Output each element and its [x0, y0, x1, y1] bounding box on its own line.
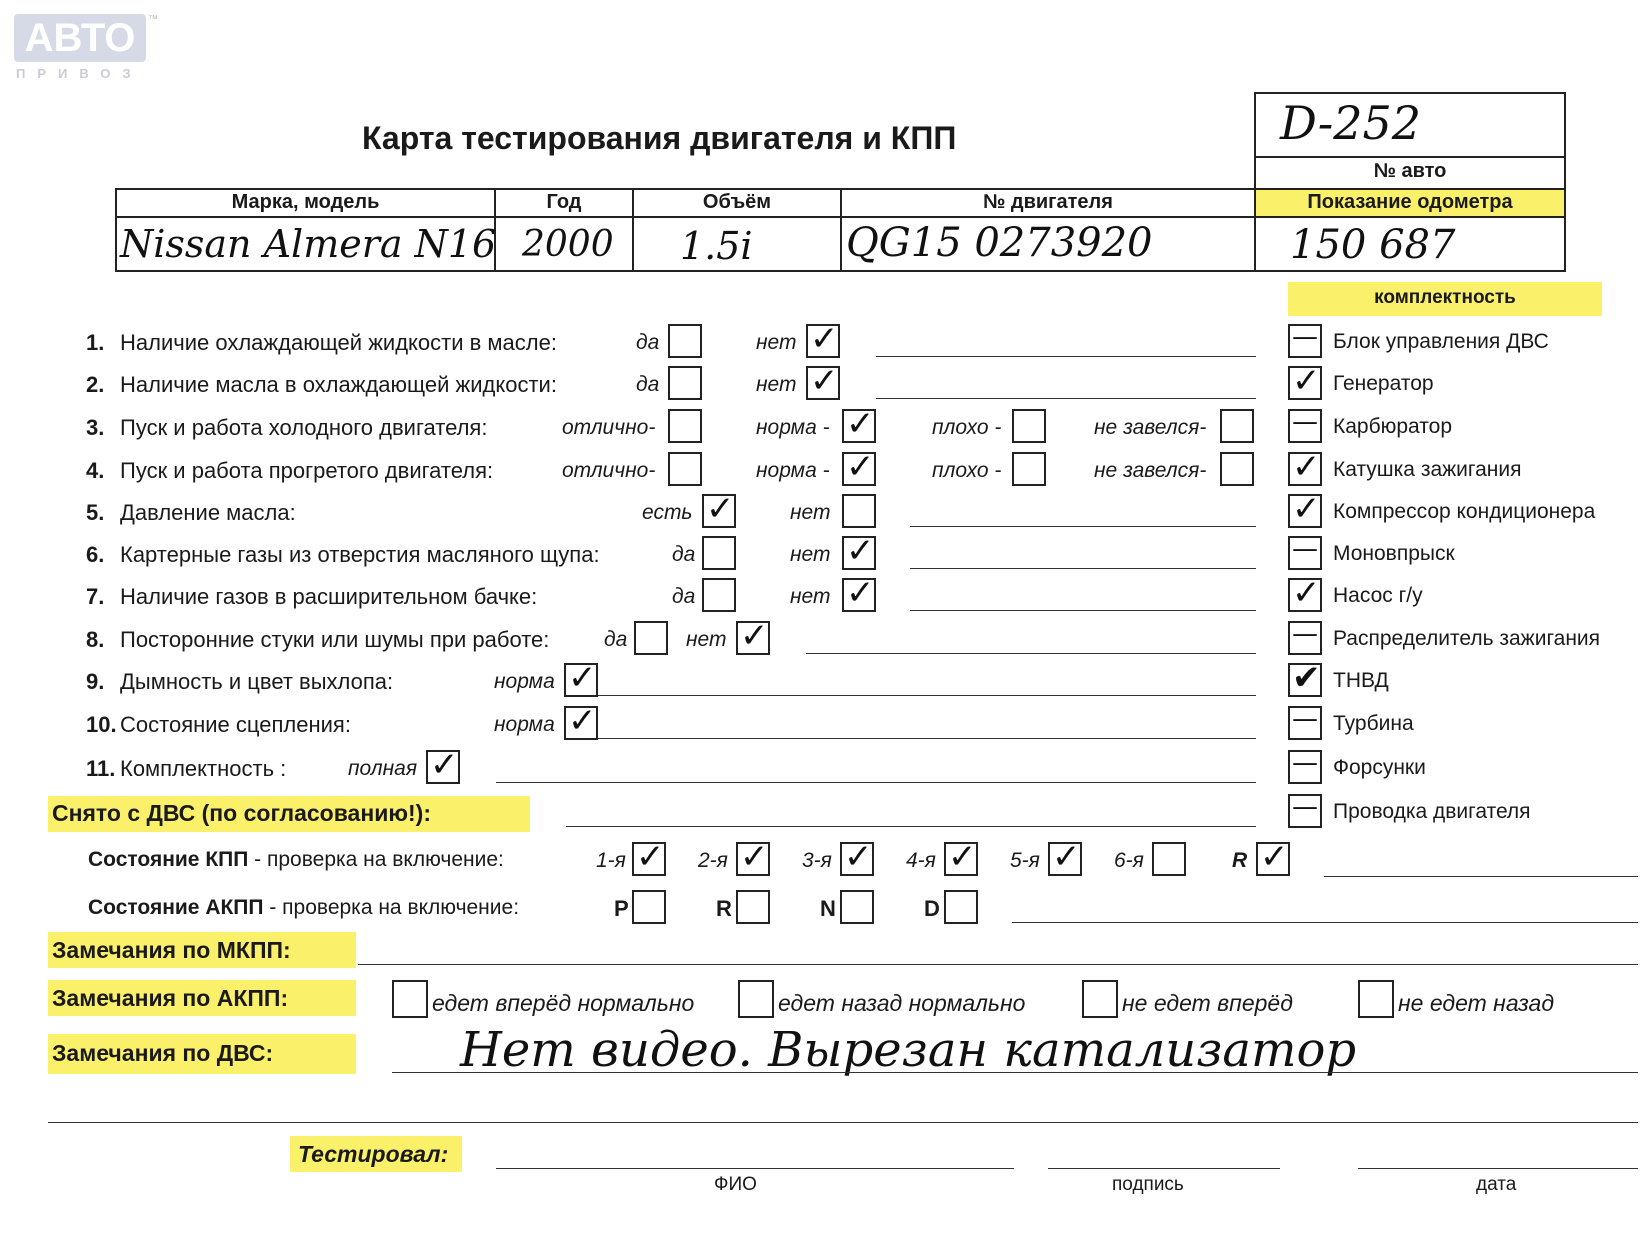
- completeness-label: Блок управления ДВС: [1333, 330, 1549, 353]
- option-label: не завелся-: [1094, 459, 1207, 482]
- checkbox-nostart[interactable]: [1220, 409, 1254, 443]
- checkbox-nostart[interactable]: [1220, 452, 1254, 486]
- item-number: 3.: [86, 415, 105, 440]
- check-mark: ✓: [430, 745, 459, 785]
- gear-checkbox[interactable]: [944, 890, 978, 924]
- completeness-label: Распределитель зажигания: [1333, 627, 1601, 650]
- col-odometer: Показание одометра: [1307, 191, 1513, 213]
- make-model-value: Nissan Almera N16: [120, 222, 497, 266]
- option-label: да: [604, 628, 628, 651]
- akpp-option-label: едет назад нормально: [778, 990, 1026, 1016]
- checkbox-no[interactable]: [842, 494, 876, 528]
- akpp-remarks-label: Замечания по АКПП:: [52, 985, 289, 1011]
- item-number: 5.: [86, 500, 105, 525]
- completeness-label: Насос г/у: [1333, 584, 1423, 607]
- item-number: 10.: [86, 712, 117, 737]
- item-number: 9.: [86, 669, 105, 694]
- gear-checkbox[interactable]: [840, 890, 874, 924]
- gear-label: P: [614, 896, 629, 921]
- dash-mark: —: [1292, 792, 1318, 822]
- option-label: нет: [790, 501, 831, 524]
- completeness-label: Проводка двигателя: [1333, 800, 1531, 823]
- completeness-label: Моновпрыск: [1333, 542, 1455, 565]
- checkbox-excellent[interactable]: [668, 409, 702, 443]
- dash-mark: —: [1292, 322, 1318, 352]
- akpp-option-label: не едет назад: [1398, 990, 1555, 1016]
- item-number: 2.: [86, 372, 105, 397]
- notes-line: [598, 695, 1256, 696]
- option-label: плохо -: [932, 416, 1002, 439]
- option-label: норма -: [756, 416, 830, 439]
- checkbox-normal[interactable]: [842, 404, 876, 444]
- dvs-notes-line: [392, 1072, 1638, 1073]
- auto-number-label: № авто: [1373, 160, 1447, 182]
- notes-line: [876, 356, 1256, 357]
- completeness-checkbox[interactable]: [1288, 621, 1322, 655]
- dvs-notes-line-2: [48, 1122, 1638, 1123]
- engine-no-value: QG15 0273920: [846, 220, 1153, 266]
- checkbox-yes[interactable]: [702, 578, 736, 612]
- item-label: Состояние сцепления:: [120, 712, 351, 737]
- notes-line: [910, 610, 1256, 611]
- check-mark: ✓: [1292, 573, 1321, 613]
- checkbox-full[interactable]: [426, 745, 460, 785]
- check-mark: ✓: [740, 616, 769, 656]
- item-label: Дымность и цвет выхлопа:: [120, 669, 394, 694]
- item-number: 8.: [86, 627, 105, 652]
- year-value: 2000: [522, 224, 614, 265]
- check-mark: ✔: [1292, 658, 1321, 698]
- gear-label: 4-я: [906, 849, 936, 872]
- option-label: норма: [494, 670, 555, 693]
- checkbox-no[interactable]: [736, 616, 770, 656]
- checkbox-normal[interactable]: [842, 447, 876, 487]
- check-mark: ✓: [568, 658, 597, 698]
- odometer-value: 150 687: [1290, 222, 1456, 268]
- check-mark: ✓: [810, 319, 839, 359]
- completeness-checkbox[interactable]: [1288, 794, 1322, 828]
- item-label: Посторонние стуки или шумы при работе:: [120, 627, 550, 652]
- dash-mark: —: [1292, 619, 1318, 649]
- gear-label: R: [1232, 849, 1248, 872]
- notes-line: [910, 568, 1256, 569]
- sign-line: [1048, 1168, 1280, 1169]
- checkbox-norm[interactable]: [564, 658, 598, 698]
- check-mark: ✓: [1292, 489, 1321, 529]
- option-label: да: [672, 585, 696, 608]
- check-mark: ✓: [810, 361, 839, 401]
- gear-checkbox[interactable]: [736, 890, 770, 924]
- completeness-checkbox[interactable]: [1288, 489, 1322, 529]
- gear-label: 5-я: [1010, 849, 1040, 872]
- option-label: норма: [494, 713, 555, 736]
- gear-label: N: [820, 896, 836, 921]
- completeness-label: ТНВД: [1333, 669, 1389, 692]
- check-mark: ✓: [846, 573, 875, 613]
- auto-number-value: D-252: [1280, 96, 1422, 150]
- completeness-checkbox[interactable]: [1288, 409, 1322, 443]
- gear-checkbox[interactable]: [1048, 837, 1082, 877]
- item-label: Картерные газы из отверстия масляного щупа:: [120, 542, 600, 567]
- akpp-option-checkbox[interactable]: [392, 980, 428, 1018]
- completeness-label: Турбина: [1333, 712, 1414, 735]
- checkbox-norm[interactable]: [564, 701, 598, 741]
- item-label: Наличие газов в расширительном бачке:: [120, 584, 538, 609]
- check-mark: ✓: [1260, 837, 1289, 877]
- check-mark: ✓: [948, 837, 977, 877]
- completeness-label: Генератор: [1333, 372, 1434, 395]
- check-mark: ✓: [636, 837, 665, 877]
- gear-checkbox[interactable]: [1256, 837, 1290, 877]
- item-label: Пуск и работа холодного двигателя:: [120, 415, 488, 440]
- check-mark: ✓: [1052, 837, 1081, 877]
- gear-label: D: [924, 896, 940, 921]
- check-mark: ✓: [1292, 447, 1321, 487]
- logo-sub: ПРИВОЗ: [16, 66, 143, 81]
- item-number: 1.: [86, 330, 105, 355]
- kpp-subtitle: - проверка на включение:: [248, 848, 504, 871]
- gear-label: 6-я: [1114, 849, 1144, 872]
- completeness-checkbox[interactable]: [1288, 573, 1322, 613]
- dash-mark: —: [1292, 704, 1318, 734]
- completeness-label: Компрессор кондиционера: [1333, 500, 1596, 523]
- item-label: Пуск и работа прогретого двигателя:: [120, 458, 494, 483]
- completeness-label: Катушка зажигания: [1333, 458, 1522, 481]
- checkbox-bad[interactable]: [1012, 409, 1046, 443]
- item-label: Наличие масла в охлаждающей жидкости:: [120, 372, 557, 397]
- checkbox-present[interactable]: [702, 489, 736, 529]
- mkpp-notes-line: [358, 964, 1638, 965]
- check-mark: ✓: [1292, 361, 1321, 401]
- option-label: отлично-: [562, 459, 656, 482]
- check-mark: ✓: [740, 837, 769, 877]
- dash-mark: —: [1292, 534, 1318, 564]
- option-label: нет: [686, 628, 727, 651]
- option-label: да: [636, 373, 660, 396]
- completeness-title: комплектность: [1374, 287, 1516, 308]
- gear-label: 2-я: [698, 849, 728, 872]
- checkbox-no[interactable]: [806, 319, 840, 359]
- dash-mark: —: [1292, 748, 1318, 778]
- removed-line: [566, 826, 1256, 827]
- option-label: норма -: [756, 459, 830, 482]
- dash-mark: —: [1292, 407, 1318, 437]
- date-caption: дата: [1476, 1174, 1517, 1195]
- volume-value: 1.5i: [680, 224, 753, 268]
- logo-brand: АВТО: [14, 14, 146, 62]
- item-label: Давление масла:: [120, 500, 296, 525]
- notes-line: [910, 526, 1256, 527]
- gear-label: 1-я: [596, 849, 626, 872]
- checkbox-no[interactable]: [842, 573, 876, 613]
- checkbox-bad[interactable]: [1012, 452, 1046, 486]
- page-title: Карта тестирования двигателя и КПП: [362, 120, 957, 156]
- gear-checkbox[interactable]: [1152, 842, 1186, 876]
- checkbox-yes[interactable]: [634, 621, 668, 655]
- check-mark: ✓: [846, 447, 875, 487]
- fio-caption: ФИО: [714, 1174, 757, 1195]
- option-label: да: [636, 331, 660, 354]
- option-label: нет: [756, 331, 797, 354]
- gear-label: R: [716, 896, 732, 921]
- checkbox-yes[interactable]: [668, 366, 702, 400]
- gear-checkbox[interactable]: [944, 837, 978, 877]
- akpp-option-checkbox[interactable]: [1082, 980, 1118, 1018]
- completeness-checkbox[interactable]: [1288, 361, 1322, 401]
- notes-line: [598, 738, 1256, 739]
- notes-line: [806, 653, 1256, 654]
- checkbox-no[interactable]: [842, 531, 876, 571]
- completeness-checkbox[interactable]: [1288, 706, 1322, 740]
- removed-label: Снято с ДВС (по согласованию!):: [52, 800, 431, 826]
- akpp-notes-line: [1012, 922, 1638, 923]
- option-label: полная: [348, 757, 418, 780]
- gear-checkbox[interactable]: [840, 837, 874, 877]
- col-engine-no: № двигателя: [983, 191, 1113, 213]
- option-label: да: [672, 543, 696, 566]
- akpp-option-label: едет вперёд нормально: [432, 990, 695, 1016]
- gear-checkbox[interactable]: [736, 837, 770, 877]
- sign-caption: подпись: [1112, 1174, 1184, 1195]
- completeness-label: Карбюратор: [1333, 415, 1453, 438]
- completeness-checkbox[interactable]: [1288, 536, 1322, 570]
- akpp-row: [88, 896, 519, 920]
- kpp-title: Состояние КПП: [88, 848, 249, 871]
- checkbox-yes[interactable]: [702, 536, 736, 570]
- notes-line: [496, 782, 1256, 783]
- item-label: Комплектность :: [120, 756, 287, 781]
- completeness-checkbox[interactable]: [1288, 750, 1322, 784]
- akpp-subtitle: - проверка на включение:: [263, 896, 520, 919]
- item-number: 4.: [86, 458, 105, 483]
- completeness-checkbox[interactable]: [1288, 447, 1322, 487]
- option-label: нет: [790, 543, 831, 566]
- mkpp-remarks-label: Замечания по МКПП:: [52, 937, 291, 963]
- item-number: 6.: [86, 542, 105, 567]
- item-number: 7.: [86, 584, 105, 609]
- item-number: 11.: [86, 756, 116, 781]
- logo-tm: ™: [148, 14, 158, 25]
- completeness-checkbox[interactable]: [1288, 658, 1322, 698]
- completeness-label: Форсунки: [1333, 756, 1426, 779]
- gear-checkbox[interactable]: [632, 890, 666, 924]
- tested-label: Тестировал:: [298, 1141, 449, 1167]
- col-volume: Объём: [702, 191, 772, 213]
- checkbox-no[interactable]: [806, 361, 840, 401]
- check-mark: ✓: [844, 837, 873, 877]
- option-label: отлично-: [562, 416, 656, 439]
- fio-line: [496, 1168, 1014, 1169]
- logo: [14, 14, 158, 84]
- akpp-option-checkbox[interactable]: [738, 980, 774, 1018]
- option-label: нет: [756, 373, 797, 396]
- option-label: плохо -: [932, 459, 1002, 482]
- gear-checkbox[interactable]: [632, 837, 666, 877]
- dvs-remarks-text: Нет видео. Вырезан катализатор: [460, 1022, 1357, 1078]
- col-year: Год: [546, 191, 582, 213]
- option-label: не завелся-: [1094, 416, 1207, 439]
- gear-label: 3-я: [802, 849, 832, 872]
- date-line: [1358, 1168, 1638, 1169]
- check-mark: ✓: [568, 701, 597, 741]
- col-make-model: Марка, модель: [231, 191, 380, 213]
- dvs-remarks-label: Замечания по ДВС:: [52, 1040, 274, 1066]
- akpp-title: Состояние АКПП: [88, 896, 264, 919]
- notes-line: [876, 398, 1256, 399]
- check-mark: ✓: [846, 404, 875, 444]
- akpp-option-label: не едет вперёд: [1122, 990, 1293, 1016]
- kpp-row: [88, 848, 504, 872]
- checkbox-yes[interactable]: [668, 324, 702, 358]
- item-label: Наличие охлаждающей жидкости в масле:: [120, 330, 557, 355]
- completeness-checkbox[interactable]: [1288, 324, 1322, 358]
- option-label: есть: [642, 501, 693, 524]
- checkbox-excellent[interactable]: [668, 452, 702, 486]
- check-mark: ✓: [846, 531, 875, 571]
- akpp-option-checkbox[interactable]: [1358, 980, 1394, 1018]
- option-label: нет: [790, 585, 831, 608]
- kpp-notes-line: [1324, 876, 1638, 877]
- check-mark: ✓: [706, 489, 735, 529]
